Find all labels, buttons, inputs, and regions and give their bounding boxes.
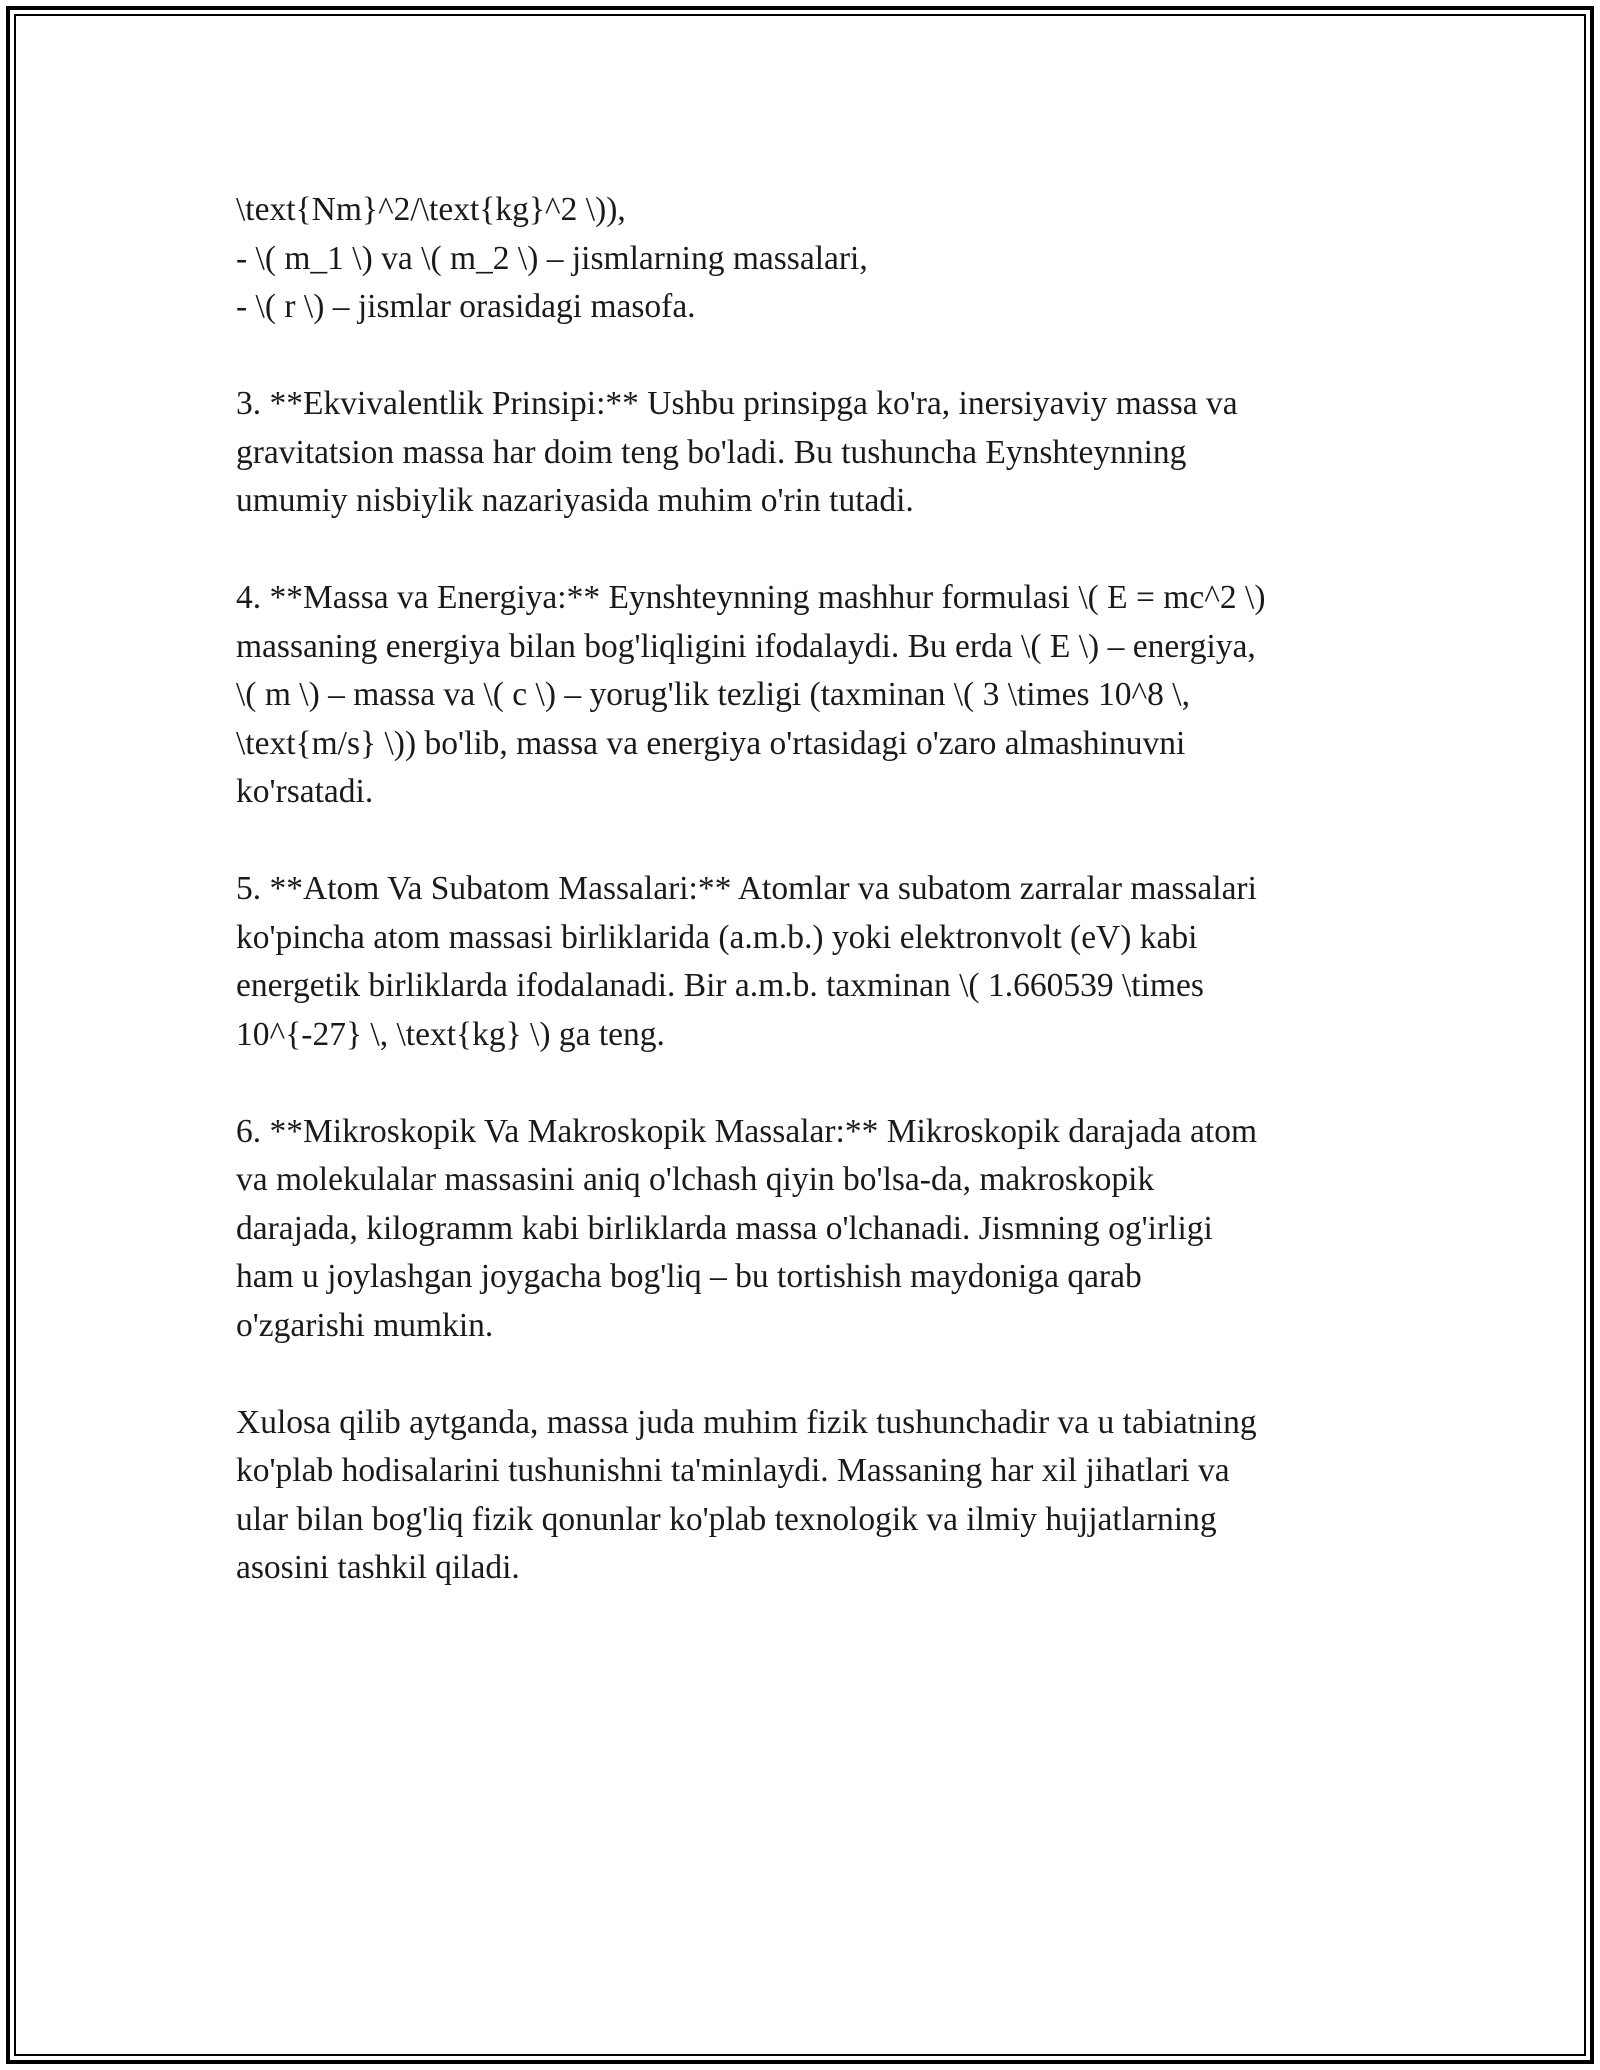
paragraph-conclusion	[236, 1399, 1416, 1593]
text-line: 5. **Atom Va Subatom Massalari:** Atomlar va subatom zarralar massalari	[236, 870, 1257, 907]
text-line: 4. **Massa va Energiya:** Eynshteynning mashhur formulasi \( E = mc^2 \)	[236, 579, 1266, 616]
text-line: massaning energiya bilan bog'liqligini ifodalaydi. Bu erda \( E \) – energiya,	[236, 627, 1256, 665]
text-line: ham u joylashgan joygacha bog'liq – bu tortishish maydoniga qarab	[236, 1258, 1142, 1295]
paragraph-atom-subatom	[236, 865, 1416, 1059]
text-line: darajada, kilogramm kabi birliklarda massa o'lchanadi. Jismning og'irligi	[236, 1209, 1213, 1247]
text-line: energetik birliklarda ifodalanadi. Bir a.m.b. taxminan \( 1.660539 \times	[236, 967, 1204, 1004]
text-line: - \( m_1 \) va \( m_2 \) – jismlarning massalari,	[236, 239, 868, 277]
text-line: umumiy nisbiylik nazariyasida muhim o'rin tutadi.	[236, 482, 914, 519]
paragraph-micro-macro	[236, 1108, 1416, 1351]
text-line: \( m \) – massa va \( c \) – yorug'lik tezligi (taxminan \( 3 \times 10^8 \,	[236, 676, 1190, 713]
text-line: 6. **Mikroskopik Va Makroskopik Massalar:** Mikroskopik darajada atom	[236, 1112, 1257, 1150]
text-line: va molekulalar massasini aniq o'lchash qiyin bo'lsa-da, makroskopik	[236, 1161, 1155, 1198]
paragraph-equivalence-principle	[236, 380, 1416, 526]
text-line: 3. **Ekvivalentlik Prinsipi:** Ushbu prinsipga ko'ra, inersiyaviy massa va	[236, 385, 1238, 422]
text-line: \text{Nm}^2/\text{kg}^2 \)),	[236, 191, 626, 228]
text-line: o'zgarishi mumkin.	[236, 1306, 494, 1344]
text-line: ular bilan bog'liq fizik qonunlar ko'plab texnologik va ilmiy hujjatlarning	[236, 1500, 1217, 1538]
text-line: asosini tashkil qiladi.	[236, 1549, 520, 1586]
paragraph-formula-variables	[236, 186, 1416, 332]
text-line: gravitatsion massa har doim teng bo'ladi. Bu tushuncha Eynshteynning	[236, 433, 1187, 471]
text-line: 10^{-27} \, \text{kg} \) ga teng.	[236, 1015, 665, 1053]
text-line: ko'plab hodisalarini tushunishni ta'minlaydi. Massaning har xil jihatlari va	[236, 1452, 1230, 1489]
text-line: ko'rsatadi.	[236, 773, 374, 810]
text-line: ko'pincha atom massasi birliklarida (a.m.b.) yoki elektronvolt (eV) kabi	[236, 918, 1198, 956]
text-line: \text{m/s} \)) bo'lib, massa va energiya o'rtasidagi o'zaro almashinuvni	[236, 724, 1186, 762]
document-body	[236, 186, 1416, 1641]
paragraph-mass-energy	[236, 574, 1416, 817]
text-line: Xulosa qilib aytganda, massa juda muhim fizik tushunchadir va u tabiatning	[236, 1403, 1257, 1441]
text-line: - \( r \) – jismlar orasidagi masofa.	[236, 288, 696, 325]
